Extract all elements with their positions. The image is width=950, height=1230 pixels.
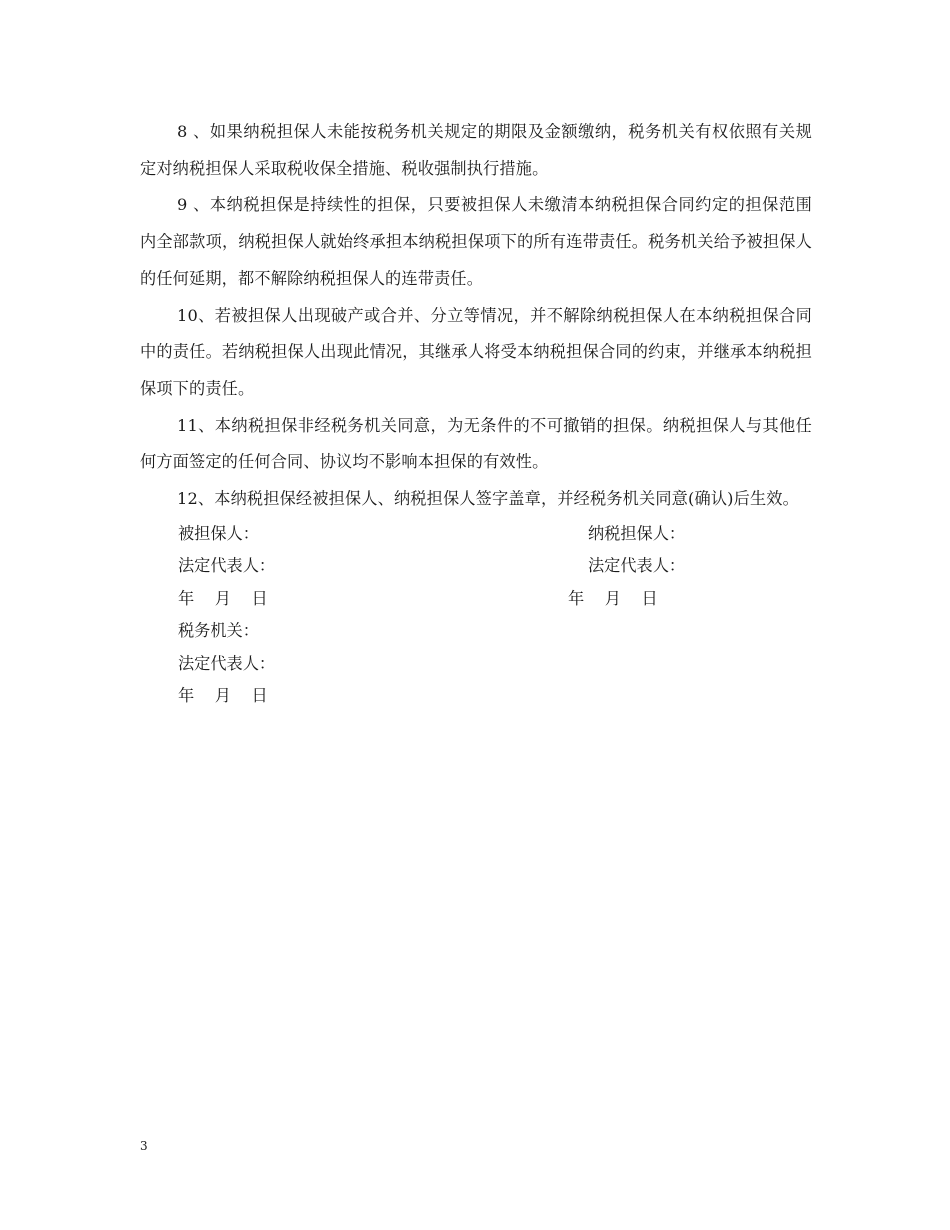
- signature-row-tax-authority: [140, 615, 812, 648]
- signature-row-date: [140, 583, 812, 616]
- clause-9: 9 、本纳税担保是持续性的担保，只要被担保人未缴清本纳税担保合同约定的担保范围内全部款项，纳税担保人就始终承担本纳税担保项下的所有连带责任。税务机关给予被担保人的任何延期，都不解除纳税担保人的连带责任。: [140, 195, 812, 288]
- signature-block: [140, 518, 812, 713]
- tax-authority-label: 税务机关：: [178, 621, 259, 641]
- page-number: 3: [140, 1139, 148, 1153]
- date-right: 年 月 日: [568, 588, 658, 608]
- tax-guarantor-label: 纳税担保人：: [588, 523, 686, 543]
- signature-row-authority-date: [140, 680, 812, 713]
- document-body: [140, 114, 812, 713]
- signature-row-parties: [140, 518, 812, 551]
- legal-rep-right-label: 法定代表人：: [588, 556, 686, 576]
- legal-rep-left-label: 法定代表人：: [178, 556, 276, 576]
- clause-11: 11、本纳税担保非经税务机关同意，为无条件的不可撤销的担保。纳税担保人与其他任何方面签定的任何合同、协议均不影响本担保的有效性。: [140, 415, 812, 472]
- authority-date: 年 月 日: [178, 686, 268, 706]
- clause-12: 12、本纳税担保经被担保人、纳税担保人签字盖章，并经税务机关同意(确认)后生效。: [177, 489, 799, 509]
- signature-row-authority-legal-rep: [140, 648, 812, 681]
- date-left: 年 月 日: [178, 588, 268, 608]
- authority-legal-rep-label: 法定代表人：: [178, 653, 276, 673]
- clause-8: 8 、如果纳税担保人未能按税务机关规定的期限及金额缴纳，税务机关有权依照有关规定对纳税担保人采取税收保全措施、税收强制执行措施。: [140, 122, 812, 178]
- signature-row-legal-rep: [140, 550, 812, 583]
- clause-10: 10、若被担保人出现破产或合并、分立等情况，并不解除纳税担保人在本纳税担保合同中的责任。若纳税担保人出现此情况，其继承人将受本纳税担保合同的约束，并继承本纳税担保项下的责任。: [140, 305, 812, 398]
- guaranteed-party-label: 被担保人：: [178, 523, 259, 543]
